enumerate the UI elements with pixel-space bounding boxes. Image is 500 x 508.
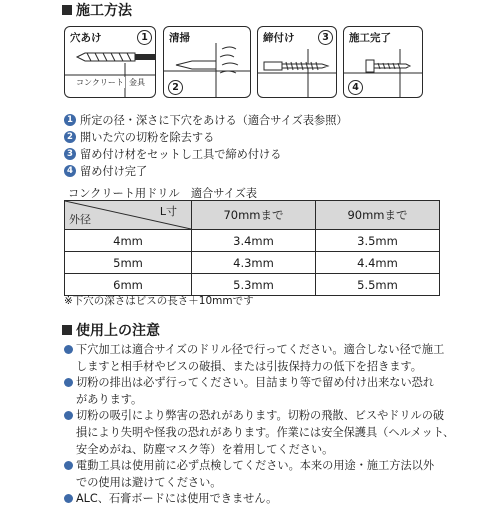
panel-label: 締付け bbox=[263, 32, 295, 44]
table-cell: 5.3mm bbox=[192, 274, 316, 296]
step-item bbox=[64, 128, 348, 145]
step-item bbox=[64, 162, 348, 179]
step-text: 所定の径・深さに下穴をあける（適合サイズ表参照） bbox=[80, 113, 348, 127]
table-note: ※下穴の深さはビスの長さ＋10mmです bbox=[64, 295, 254, 307]
corner-diameter-label: 外径 bbox=[69, 213, 91, 226]
caution-item bbox=[64, 408, 455, 458]
step-badge: 2 bbox=[168, 80, 183, 95]
step-list bbox=[64, 111, 348, 179]
step-text: 留め付け完了 bbox=[80, 164, 148, 178]
caution-line: での使用は避けてください。 bbox=[76, 475, 222, 489]
caution-line: 損により失明や怪我の恐れがあります。作業には安全保護具（ヘルメット、 bbox=[76, 425, 455, 439]
panel-label: 穴あけ bbox=[70, 32, 102, 44]
caution-line: ALC、石膏ボードには使用できません。 bbox=[76, 492, 278, 506]
caution-line: 下穴加工は適合サイズのドリル径で行ってください。適合しない径で施工 bbox=[76, 343, 445, 356]
bullet-icon bbox=[64, 494, 73, 503]
step-number: 4 bbox=[64, 165, 76, 177]
table-cell: 4.3mm bbox=[192, 252, 316, 274]
caution-line: 電動工具は使用前に必ず点検してください。本来の用途・施工方法以外 bbox=[76, 459, 435, 473]
caution-item bbox=[64, 458, 448, 491]
row-diameter: 5mm bbox=[65, 252, 192, 274]
table-row bbox=[65, 230, 440, 252]
caution-line: 切粉の排出は必ず行ってください。目詰まり等で留め付け出来ない恐れ bbox=[76, 376, 435, 390]
table-corner-cell bbox=[65, 201, 192, 230]
column-header: 70mmまで bbox=[192, 201, 316, 230]
section-title-text: 施工方法 bbox=[76, 3, 132, 19]
table-cell: 3.4mm bbox=[192, 230, 316, 252]
table-cell: 5.5mm bbox=[316, 274, 440, 296]
caution-line: があります。 bbox=[76, 392, 143, 406]
step-number: 3 bbox=[64, 148, 76, 160]
row-diameter: 6mm bbox=[65, 274, 192, 296]
step-text: 開いた穴の切粉を除去する bbox=[80, 130, 215, 144]
table-header-row bbox=[65, 201, 440, 230]
tag-concrete: コンクリート bbox=[76, 78, 124, 87]
drill-size-table bbox=[64, 200, 440, 296]
caution-list bbox=[64, 342, 455, 508]
step-panel-complete bbox=[343, 26, 423, 98]
bullet-icon bbox=[64, 461, 73, 470]
panel-label: 清掃 bbox=[169, 32, 190, 44]
section-marker bbox=[62, 5, 72, 15]
table-title: コンクリート用ドリル 適合サイズ表 bbox=[68, 187, 258, 200]
panel-label: 施工完了 bbox=[349, 32, 391, 44]
step-panel-drilling bbox=[64, 26, 156, 98]
step-badge: 1 bbox=[137, 30, 152, 45]
bullet-icon bbox=[64, 378, 73, 387]
caution-line: 安全めがね、防塵マスク等）を着用してください。 bbox=[76, 442, 334, 456]
caution-line: 切粉の吸引により弊害の恐れがあります。切粉の飛散、ビスやドリルの破 bbox=[76, 409, 445, 423]
section-title-method bbox=[62, 0, 132, 20]
section-title-caution bbox=[62, 320, 160, 340]
step-panel-fastening bbox=[257, 26, 337, 98]
step-text: 留め付け材をセットし工具で締め付ける bbox=[80, 147, 282, 161]
section-title-text: 使用上の注意 bbox=[76, 323, 160, 339]
table-cell: 4.4mm bbox=[316, 252, 440, 274]
step-badge: 3 bbox=[318, 30, 333, 45]
caution-item bbox=[64, 342, 448, 375]
section-marker bbox=[62, 325, 72, 335]
row-diameter: 4mm bbox=[65, 230, 192, 252]
step-item bbox=[64, 145, 348, 162]
bullet-icon bbox=[64, 411, 73, 420]
step-number: 2 bbox=[64, 131, 76, 143]
bullet-icon bbox=[64, 345, 73, 354]
tag-fitting: 金具 bbox=[129, 78, 145, 87]
caution-line: しますと相手材やビスの破損、または引抜保持力の低下を招きます。 bbox=[76, 359, 422, 373]
step-item bbox=[64, 111, 348, 128]
step-badge: 4 bbox=[348, 80, 363, 95]
corner-length-label: L寸 bbox=[159, 205, 177, 218]
table-cell: 3.5mm bbox=[316, 230, 440, 252]
table-row bbox=[65, 252, 440, 274]
step-panel-cleaning bbox=[163, 26, 251, 98]
column-header: 90mmまで bbox=[316, 201, 440, 230]
step-number: 1 bbox=[64, 114, 76, 126]
caution-item bbox=[64, 375, 448, 408]
